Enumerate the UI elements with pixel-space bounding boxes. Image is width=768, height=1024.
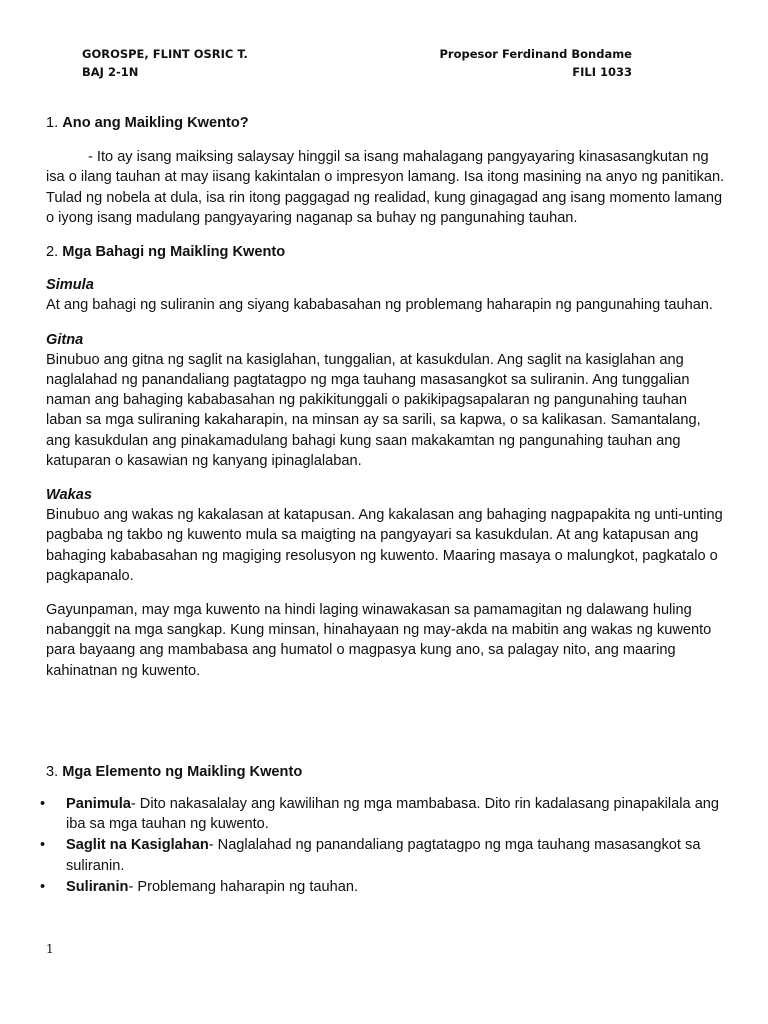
page-number: 1: [46, 942, 54, 956]
q2-closing: Gayunpaman, may mga kuwento na hindi laging winawakasan sa pamamagitan ng dalawang huling nabanggit na mga sangkap. Kung minsan, hinahayaan ng may-akda na mabitin ang wakas ng kuwento para bayaang ang mambabasa ang humatol o magpasya kung ano, sa palagay nito, ang maaring kahinatnan ng kuwento.: [46, 602, 712, 679]
elements-list: [40, 794, 726, 897]
list-item: [40, 835, 726, 875]
header-left: [82, 45, 248, 81]
q2-heading: [46, 242, 726, 262]
element-term: Saglit na Kasiglahan: [66, 837, 209, 854]
part-gitna-text: Binubuo ang gitna ng saglit na kasiglahan, tunggalian, at kasukdulan. Ang saglit na kasiglahan ang naglalahad ng panandaliang pagtatagpo ng mga tauhang masasangkot sa suliranin. Ang tunggalian naman ang bahaging kababasahan ng pakikitunggali o pakikipagsapalaran ng pangunahing tauhan laban sa mga suliraning kakaharapin, na minsan ay sa sarili, sa kapwa, o sa kalikasan. Samantalang, ang kasukdulan ang pinakamadulang bahagi kung saan makakamtan ng pangunahing tauhan ang katuparan o kasawian ng kanyang ipinaglalaban.: [46, 351, 701, 469]
q1-heading: [46, 113, 726, 133]
element-desc: - Problemang haharapin ng tauhan.: [128, 878, 359, 895]
q2-number: 2.: [46, 244, 59, 261]
q3-number: 3.: [46, 763, 59, 780]
course-code: FILI 1033: [572, 65, 632, 79]
element-term: Suliranin: [66, 878, 129, 895]
list-item: [40, 877, 726, 897]
section: BAJ 2-1N: [82, 65, 139, 79]
part-simula-text: At ang bahagi ng suliranin ang siyang kababasahan ng problemang haharapin ng pangunahing tauhan.: [46, 297, 713, 314]
q1-title: Ano ang Maikling Kwento?: [62, 115, 249, 131]
list-item: [40, 794, 726, 834]
q2-title: Mga Bahagi ng Maikling Kwento: [62, 244, 286, 261]
q3-heading: [46, 762, 726, 782]
student-name: GOROSPE, FLINT OSRIC T.: [82, 47, 248, 61]
q3-title: Mga Elemento ng Maikling Kwento: [62, 763, 303, 780]
part-gitna-title: Gitna: [46, 331, 84, 348]
bullet-icon: •: [40, 878, 46, 895]
element-desc: - Dito nakasalalay ang kawilihan ng mga mambabasa. Dito rin kadalasang pinapakilala ang iba sa mga tauhan ng kuwento.: [66, 796, 720, 833]
document-body: [40, 113, 726, 898]
q1-answer: - Ito ay isang maiksing salaysay hinggil sa isang mahalagang pangyayaring kinasasangkutan ng isa o ilang tauhan at may iisang kakintalan o impresyon lamang. Isa itong masining na anyo ng panitikan. Tulad ng nobela at dula, isa rin itong paggagad ng realidad, kung ginagagad ang isang momento lamang o iyong isang madulang pangyayaring naganap sa buhay ng pangunahing tauhan.: [46, 149, 725, 226]
element-desc: - Naglalahad ng panandaliang pagtatagpo ng mga tauhang masasangkot sa suliranin.: [66, 837, 701, 874]
professor-name: Propesor Ferdinand Bondame: [439, 47, 632, 61]
bullet-icon: •: [40, 796, 46, 813]
bullet-icon: •: [40, 837, 46, 854]
part-simula-title: Simula: [46, 277, 94, 294]
header-right: [440, 45, 633, 81]
part-wakas-title: Wakas: [46, 487, 92, 504]
element-term: Panimula: [66, 796, 131, 813]
part-wakas-text: Binubuo ang wakas ng kakalasan at katapusan. Ang kakalasan ang bahaging nagpapakita ng unti-unting pagbaba ng takbo ng kuwento mula sa maigting na pangyayari sa kasukdulan. At ang katapusan ang bahaging kababasahan ng magiging resolusyon ng kuwento. Maaring masaya o malungkot, pagkatalo o pagkapanalo.: [46, 507, 723, 584]
q1-number: 1.: [46, 115, 59, 131]
